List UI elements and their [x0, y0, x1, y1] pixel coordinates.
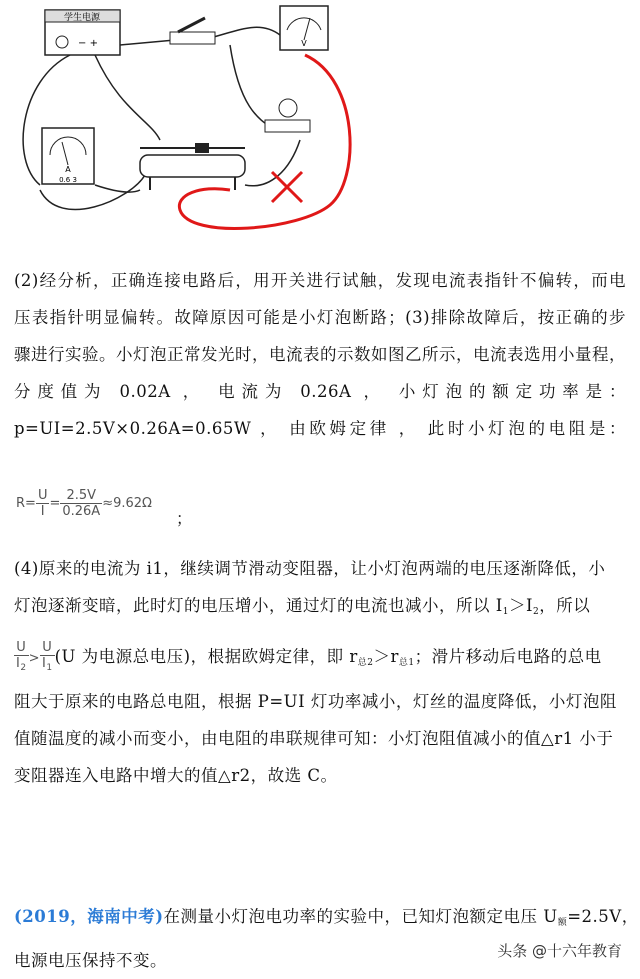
text-line: 变阻器连入电路中增大的值△r2，故选 C。 [14, 766, 338, 785]
fraction-values: $\frac{2.5V}{0.26A}$ [62, 488, 101, 519]
formula-result: ≈9.62Ω [102, 496, 152, 511]
error-cross-icon [272, 172, 302, 202]
question-paragraph [14, 898, 639, 979]
text-line: (2)经分析，正确连接电路后，用开关进行试触，发现电流表指针不偏转，而电 [14, 271, 626, 290]
text-line: 分度值为 0.02A ， 电流为 0.26A ， 小灯泡的额定功率是： [14, 382, 626, 401]
voltmeter [280, 6, 328, 50]
formula-equals: = [49, 496, 61, 511]
greater-than: > [28, 651, 40, 666]
wire [95, 55, 160, 140]
watermark-text: 头条 @十六年教育 [497, 942, 622, 960]
switch [170, 18, 215, 44]
wire [120, 40, 175, 45]
power-terminals: − + [78, 38, 98, 49]
text-line: p=UI=2.5V×0.26A=0.65W ， 由欧姆定律 ， 此时小灯泡的电阻是： [14, 419, 626, 438]
text-line: (4)原来的电流为 i1，继续调节滑动变阻器，让小灯泡两端的电压逐渐降低，小 [14, 559, 606, 578]
ammeter-label: A [65, 165, 71, 174]
formula-lhs: R= [16, 496, 36, 511]
text-line: 灯泡逐渐变暗，此时灯的电压增小，通过灯的电流也减小，所以 $I_1>I_2$，所以 [14, 596, 591, 617]
text-line: $\frac{U}{I_2}$ > $\frac{U}{I_1}$ (U 为电源总电压)，根据欧姆定律，即 $r_{总2}>r_{总1}$；滑片移动后电路的总电 [14, 631, 626, 683]
power-label: 学生电源 [63, 13, 101, 23]
text-line: 电源电压保持不变。 [14, 951, 167, 970]
fraction-u-over-i2: $\frac{U}{I_2}$ [16, 639, 27, 673]
text-line: 阻大于原来的电路总电阻，根据 P=UI 灯功率减小，灯丝的温度降低，小灯泡阻 [14, 692, 617, 711]
fraction-u-over-i1: $\frac{U}{I_1}$ [41, 639, 53, 673]
wire [245, 140, 300, 186]
corrected-wire [179, 55, 350, 229]
text-line: (2019，海南中考)在测量小灯泡电功率的实验中，已知灯泡额定电压 $U_额=2.5V$， [14, 907, 639, 928]
power-supply [45, 10, 120, 55]
ammeter-terminals: 0.6 3 [59, 176, 77, 184]
resistance-formula [16, 488, 152, 519]
rheostat [140, 143, 245, 190]
watermark [497, 940, 622, 961]
text-line: 值随温度的减小而变小，由电阻的串联规律可知：小灯泡阻值减小的值△r1 小于 [14, 729, 614, 748]
ammeter [42, 128, 94, 184]
question-source: (2019，海南中考) [14, 907, 164, 926]
voltmeter-label: V [301, 39, 307, 48]
answer-paragraph-2 [14, 262, 626, 447]
fraction-u-over-i: $\frac{U}{I}$ [37, 488, 48, 519]
formula-semicolon: ； [176, 509, 193, 528]
answer-paragraph-4 [14, 550, 626, 794]
text-line: 骤进行实验。小灯泡正常发光时，电流表的示数如图乙所示，电流表选用小量程， [14, 345, 626, 364]
wire [230, 45, 275, 130]
wire [210, 27, 280, 38]
text-line: 压表指针明显偏转。故障原因可能是小灯泡断路；(3)排除故障后，按正确的步 [14, 308, 626, 327]
light-bulb [265, 99, 310, 132]
circuit-diagram [0, 0, 360, 240]
